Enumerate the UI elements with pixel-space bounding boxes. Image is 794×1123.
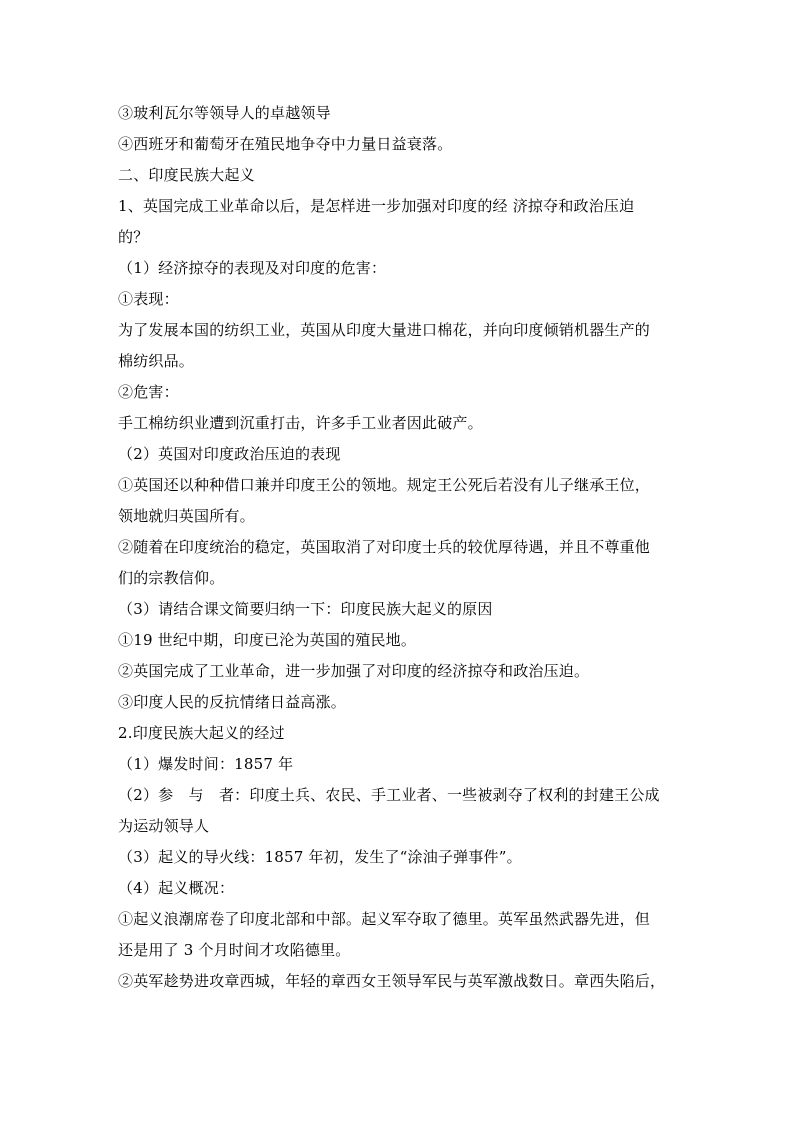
text-line: ③印度人民的反抗情绪日益高涨。 (118, 693, 347, 711)
question-line: 1、英国完成工业革命以后，是怎样进一步加强对印度的经 济掠夺和政治压迫 (118, 197, 635, 215)
text-line: 为了发展本国的纺织工业，英国从印度大量进口棉花，并向印度倾销机器生产的 (118, 321, 651, 339)
text-line: ②英军趁势进攻章西城，年轻的章西女王领导军民与英军激战数日。章西失陷后， (118, 972, 666, 990)
text-line: ②英国完成了工业革命，进一步加强了对印度的经济掠夺和政治压迫。 (118, 662, 590, 680)
text-line: 手工棉纺织业遭到沉重打击，许多手工业者因此破产。 (118, 414, 483, 432)
text-line: 棉纺织品。 (118, 352, 195, 370)
question-line: 的？ (118, 228, 149, 246)
text-line: ①英国还以种种借口兼并印度王公的领地。规定王公死后若没有儿子继承王位， (118, 476, 651, 494)
text-line: ②随着在印度统治的稳定，英国取消了对印度士兵的较优厚待遇，并且不尊重他 (118, 538, 651, 556)
text-line: ④西班牙和葡萄牙在殖民地争夺中力量日益衰落。 (118, 135, 453, 153)
text-line: ②危害： (118, 383, 179, 401)
subheading-line: （3）起义的导火线：1857 年初，发生了“涂油子弹事件”。 (118, 848, 522, 866)
subheading-line: （2）英国对印度政治压迫的表现 (118, 445, 341, 463)
section-heading: 2.印度民族大起义的经过 (118, 724, 285, 742)
text-line: ①表现： (118, 290, 179, 308)
subheading-line: （4）起义概况： (118, 879, 235, 897)
subheading-line: （1）经济掠夺的表现及对印度的危害： (118, 259, 387, 277)
text-line: ①19 世纪中期，印度已沦为英国的殖民地。 (118, 631, 417, 649)
text-line: 领地就归英国所有。 (118, 507, 255, 525)
text-line: 还是用了 3 个月时间才攻陷德里。 (118, 941, 351, 959)
subheading-line: （3）请结合课文简要归纳一下：印度民族大起义的原因 (118, 600, 493, 618)
subheading-line: （1）爆发时间：1857 年 (118, 755, 294, 773)
text-line: 们的宗教信仰。 (118, 569, 225, 587)
subheading-line: （2）参 与 者：印度土兵、农民、手工业者、一些被剥夺了权利的封建王公成 (118, 786, 660, 804)
text-line: 为运动领导人 (118, 817, 210, 835)
document-body (118, 98, 678, 997)
section-heading: 二、印度民族大起义 (118, 166, 255, 184)
text-line: ①起义浪潮席卷了印度北部和中部。起义军夺取了德里。英军虽然武器先进，但 (118, 910, 651, 928)
text-line: ③玻利瓦尔等领导人的卓越领导 (118, 104, 331, 122)
